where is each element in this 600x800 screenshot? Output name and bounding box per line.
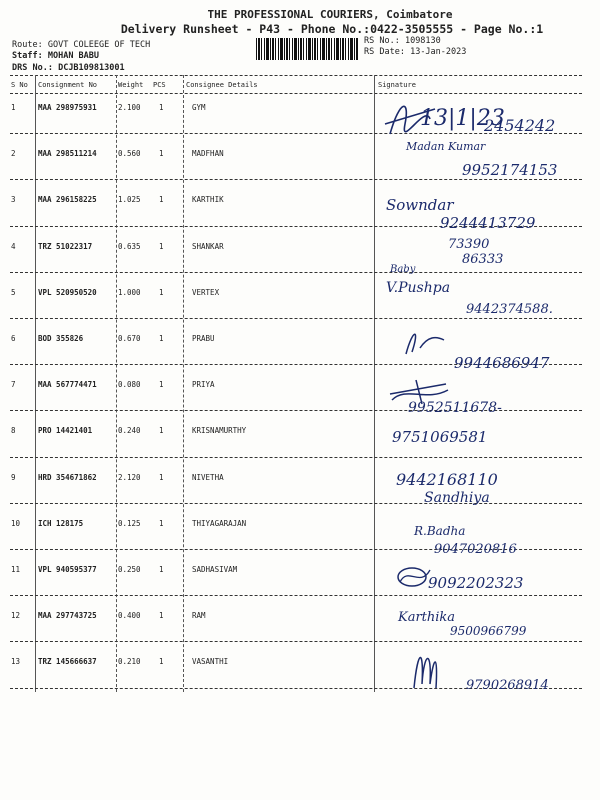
col-header-pcs: PCS <box>153 81 166 89</box>
row-consignment-no: MAA 298511214 <box>38 149 97 159</box>
handwritten-number: 9442168110 <box>396 470 498 489</box>
row-consignee: SHANKAR <box>192 241 224 251</box>
row-pcs: 1 <box>159 565 164 574</box>
handwritten-number: 9244413729 <box>440 214 536 232</box>
row-pcs: 1 <box>159 426 164 436</box>
row-consignee: SADHASIVAM <box>192 565 238 574</box>
row-pcs: 1 <box>159 103 164 112</box>
row-consignment-no: MAA 296158225 <box>38 195 97 205</box>
handwritten-number: 9952174153 <box>462 161 558 179</box>
row-consignment-no: TRZ 51022317 <box>38 241 93 251</box>
row-sno: 8 <box>11 426 16 436</box>
drs-value: DCJB109813001 <box>58 63 125 73</box>
row-sno: 5 <box>11 287 16 297</box>
handwritten-number: 9047020816 <box>434 542 517 557</box>
route-line: Route: GOVT COLEEGE OF TECH <box>12 40 151 50</box>
row-sno: 4 <box>11 241 16 251</box>
row-separator <box>10 503 582 504</box>
row-pcs: 1 <box>159 334 164 343</box>
row-consignment-no: MAA 298975931 <box>38 103 97 112</box>
row-sno: 3 <box>11 195 16 205</box>
row-separator <box>10 272 582 273</box>
row-consignee: VASANTHI <box>192 657 229 667</box>
handwritten-number: 9751069581 <box>392 428 488 446</box>
row-weight: 1.025 <box>118 195 141 205</box>
row-sno: 13 <box>11 657 21 667</box>
handwritten-name: Sowndar <box>386 196 454 214</box>
row-consignment-no: VPL 940595377 <box>38 565 97 574</box>
col-header-consignee: Consignee Details <box>186 81 258 89</box>
row-consignee: VERTEX <box>192 287 220 297</box>
row-consignee: RAM <box>192 611 206 621</box>
drs-line: DRS No.: DCJB109813001 <box>12 63 125 73</box>
handwritten-name: Sandhiya <box>424 490 490 506</box>
row-consignment-no: MAA 567774471 <box>38 380 97 390</box>
handwritten-number: 9442374588. <box>466 302 553 317</box>
row-consignee: MADFHAN <box>192 149 224 159</box>
handwritten-number: 9952511678- <box>408 400 502 416</box>
company-title: THE PROFESSIONAL COURIERS, Coimbatore <box>207 8 453 21</box>
row-pcs: 1 <box>159 380 164 390</box>
rs-date-line: RS Date: 13-Jan-2023 <box>364 47 467 57</box>
header-rule <box>10 93 582 94</box>
row-weight: 0.560 <box>118 149 141 159</box>
rs-no-value: 1098130 <box>404 36 441 46</box>
row-sno: 7 <box>11 380 16 390</box>
row-separator <box>10 595 582 596</box>
row-sno: 12 <box>11 611 21 621</box>
handwritten-number: 9944686947 <box>454 354 550 372</box>
handwritten-number: 9790268914 <box>466 678 549 693</box>
row-pcs: 1 <box>159 518 164 528</box>
row-separator <box>10 641 582 642</box>
handwritten-name: Madan Kumar <box>406 140 486 153</box>
row-weight: 0.125 <box>118 518 141 528</box>
row-sno: 11 <box>11 565 21 574</box>
row-consignee: NIVETHA <box>192 472 224 482</box>
row-pcs: 1 <box>159 657 164 667</box>
row-pcs: 1 <box>159 611 164 621</box>
row-weight: 1.000 <box>118 287 141 297</box>
handwritten-name: Karthika <box>398 610 456 625</box>
col-header-consignment: Consignment No <box>38 81 98 89</box>
row-consignment-no: TRZ 145666637 <box>38 657 97 667</box>
row-consignee: KRISNAMURTHY <box>192 426 247 436</box>
col-divider <box>374 75 375 692</box>
handwritten-number: 2454242 <box>484 116 556 135</box>
row-pcs: 1 <box>159 472 164 482</box>
table-top-rule <box>10 75 582 76</box>
row-consignment-no: ICH 128175 <box>38 518 84 528</box>
row-weight: 2.100 <box>118 103 141 112</box>
row-pcs: 1 <box>159 149 164 159</box>
row-consignee: GYM <box>192 103 206 112</box>
row-weight: 0.250 <box>118 565 141 574</box>
handwritten-signature: V.Pushpa <box>386 280 451 296</box>
row-weight: 2.120 <box>118 472 141 482</box>
handwritten-date: 13|1|23 <box>420 106 505 131</box>
row-consignee: PRABU <box>192 334 215 343</box>
row-pcs: 1 <box>159 241 164 251</box>
row-sno: 9 <box>11 472 16 482</box>
row-separator <box>10 179 582 180</box>
staff-value: MOHAN BABU <box>47 51 100 61</box>
row-consignment-no: VPL 520950520 <box>38 287 97 297</box>
runsheet-title: Delivery Runsheet - P43 - Phone No.:0422-3505555 - Page No.:1 <box>120 22 544 36</box>
signature-scribble <box>398 326 448 358</box>
row-sno: 10 <box>11 518 21 528</box>
row-pcs: 1 <box>159 195 164 205</box>
handwritten-number: 9092202323 <box>428 574 524 592</box>
row-separator <box>10 457 582 458</box>
rs-date-value: 13-Jan-2023 <box>410 47 467 57</box>
barcode <box>256 38 358 60</box>
handwritten-name: R.Badha <box>414 524 466 538</box>
staff-line: Staff: MOHAN BABU <box>12 51 100 61</box>
row-weight: 0.400 <box>118 611 141 621</box>
handwritten-name: Baby <box>390 264 416 275</box>
row-consignment-no: PRO 14421401 <box>38 426 93 436</box>
row-pcs: 1 <box>159 287 164 297</box>
col-header-weight: Weight <box>118 81 144 89</box>
col-divider <box>35 75 36 692</box>
col-divider <box>116 75 117 692</box>
handwritten-number: 86333 <box>462 252 504 267</box>
row-sno: 6 <box>11 334 16 343</box>
handwritten-number: 73390 <box>448 237 490 252</box>
row-consignment-no: HRD 354671862 <box>38 472 97 482</box>
route-value: GOVT COLEEGE OF TECH <box>47 40 151 50</box>
row-consignment-no: BOD 355826 <box>38 334 84 343</box>
row-consignment-no: MAA 297743725 <box>38 611 97 621</box>
row-separator <box>10 318 582 319</box>
handwritten-number: 9500966799 <box>450 624 527 638</box>
col-header-sno: S No <box>11 81 28 89</box>
row-consignee: KARTHIK <box>192 195 224 205</box>
row-weight: 0.210 <box>118 657 141 667</box>
row-weight: 0.080 <box>118 380 141 390</box>
row-weight: 0.670 <box>118 334 141 343</box>
row-weight: 0.635 <box>118 241 141 251</box>
row-weight: 0.240 <box>118 426 141 436</box>
row-sno: 1 <box>11 103 16 112</box>
row-consignee: THIYAGARAJAN <box>192 518 247 528</box>
row-sno: 2 <box>11 149 16 159</box>
col-divider <box>183 75 184 692</box>
col-header-signature: Signature <box>378 81 416 89</box>
row-consignee: PRIYA <box>192 380 215 390</box>
rs-no-line: RS No.: 1098130 <box>364 36 441 46</box>
signature-scribble <box>410 644 440 690</box>
